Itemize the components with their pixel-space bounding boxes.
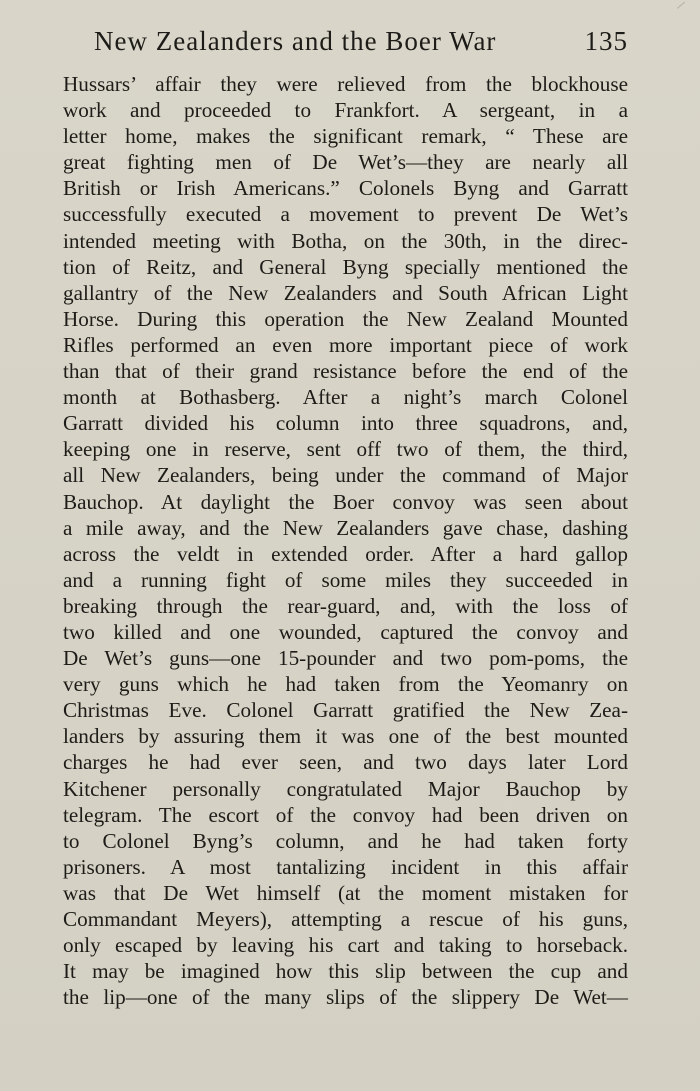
text-line: only escaped by leaving his cart and taking to horseback. <box>63 933 628 958</box>
page-number: 135 <box>584 26 628 56</box>
text-line: than that of their grand resistance before the end of the <box>63 359 628 384</box>
text-line: Commandant Meyers), attempting a rescue of his guns, <box>63 907 628 931</box>
text-line: was that De Wet himself (at the moment mistaken for <box>63 880 628 905</box>
text-line: charges he had ever seen, and two days later Lord <box>63 750 628 775</box>
running-header <box>94 26 634 66</box>
text-line: two killed and one wounded, captured the convoy and <box>63 619 628 644</box>
text-line: Kitchener personally congratulated Major Bauchop by <box>63 776 628 801</box>
text-line: intended meeting with Botha, on the 30th, in the direc- <box>63 228 628 253</box>
text-line: Horse. During this operation the New Zealand Mounted <box>63 306 628 331</box>
text-line: It may be imagined how this slip between the cup and <box>63 959 628 984</box>
text-line: to Colonel Byng’s column, and he had taken forty <box>63 828 628 853</box>
text-line: British or Irish Americans.” Colonels Byng and Garratt <box>63 176 628 201</box>
text-line: month at Bothasberg. After a night’s march Colonel <box>63 385 628 410</box>
text-line: landers by assuring them it was one of the best mounted <box>63 724 628 749</box>
text-line: all New Zealanders, being under the command of Major <box>63 463 628 488</box>
text-line: Bauchop. At daylight the Boer convoy was seen about <box>63 489 628 514</box>
text-line: tion of Reitz, and General Byng specially mentioned the <box>63 254 628 279</box>
text-line: across the veldt in extended order. After a hard gallop <box>63 541 628 566</box>
text-line: prisoners. A most tantalizing incident in this affair <box>63 854 628 879</box>
text-line: work and proceeded to Frankfort. A sergeant, in a <box>63 98 628 123</box>
body-text <box>63 71 628 1010</box>
page-blemish <box>677 2 689 14</box>
text-line: Rifles performed an even more important piece of work <box>63 332 628 357</box>
text-line: the lip—one of the many slips of the slippery De Wet— <box>63 985 628 1010</box>
text-line: keeping one in reserve, sent off two of them, the third, <box>63 437 628 462</box>
text-line: De Wet’s guns—one 15-pounder and two pom-poms, the <box>63 646 628 671</box>
text-line: telegram. The escort of the convoy had been driven on <box>63 802 628 827</box>
text-line: letter home, makes the significant remark, “ These are <box>63 124 628 149</box>
text-line: a mile away, and the New Zealanders gave chase, dashing <box>63 515 628 540</box>
text-line: great fighting men of De Wet’s—they are nearly all <box>63 150 628 175</box>
text-line: Garratt divided his column into three squadrons, and, <box>63 411 628 436</box>
text-line: very guns which he had taken from the Yeomanry on <box>63 672 628 697</box>
text-line: gallantry of the New Zealanders and South African Light <box>63 280 628 305</box>
text-line: Christmas Eve. Colonel Garratt gratified the New Zea- <box>63 698 628 723</box>
text-line: Hussars’ affair they were relieved from the blockhouse <box>63 72 628 96</box>
text-line: and a running fight of some miles they succeeded in <box>63 567 628 592</box>
text-line: breaking through the rear-guard, and, with the loss of <box>63 593 628 618</box>
text-line: successfully executed a movement to prevent De Wet’s <box>63 202 628 227</box>
running-head-title: New Zealanders and the Boer War <box>94 26 497 56</box>
